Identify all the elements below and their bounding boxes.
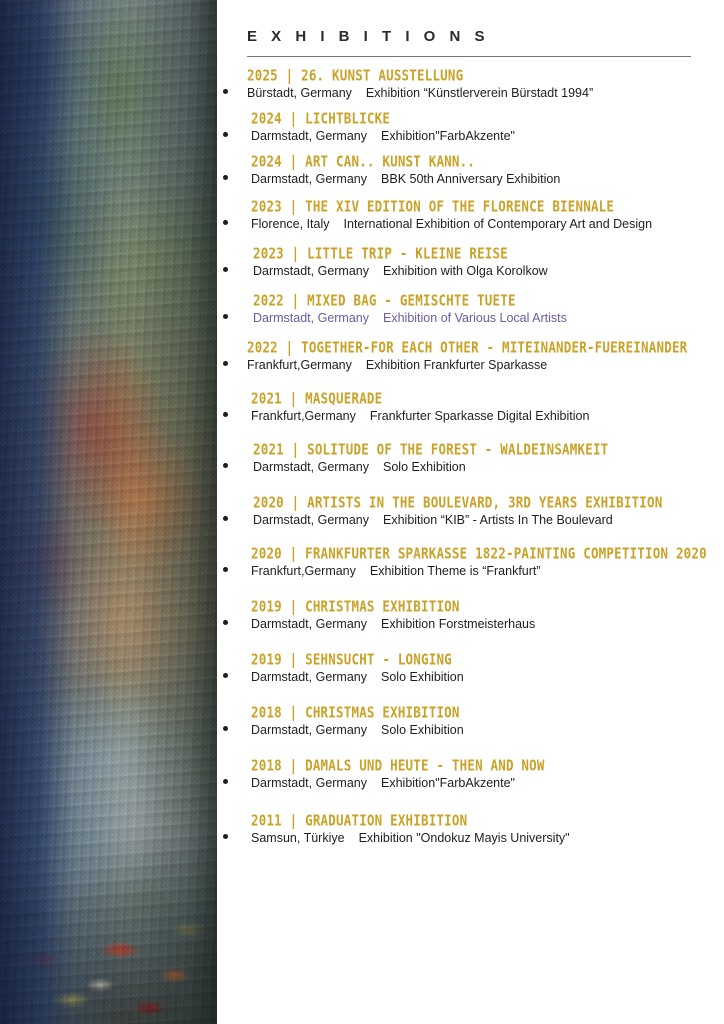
separator-icon: | bbox=[291, 291, 300, 309]
exhibition-title: TOGETHER-FOR EACH OTHER - MITEINANDER-FUEREINANDER bbox=[301, 338, 688, 356]
exhibition-subline bbox=[251, 723, 724, 738]
separator-icon: | bbox=[289, 597, 298, 615]
separator-icon: | bbox=[289, 197, 298, 215]
exhibition-year: 2024 bbox=[251, 109, 282, 127]
exhibition-headline bbox=[251, 197, 614, 215]
list-item bbox=[217, 652, 724, 685]
list-item bbox=[217, 293, 724, 326]
separator-icon: | bbox=[289, 389, 298, 407]
separator-icon: | bbox=[289, 650, 298, 668]
exhibition-location: Samsun, Türkiye bbox=[251, 831, 345, 845]
exhibition-year: 2021 bbox=[253, 440, 284, 458]
bullet-icon bbox=[223, 132, 228, 137]
exhibition-year: 2011 bbox=[251, 811, 282, 829]
separator-icon: | bbox=[289, 703, 298, 721]
exhibition-subline bbox=[251, 172, 724, 187]
exhibition-detail: Exhibition “KIB” - Artists In The Boulevard bbox=[383, 513, 613, 527]
exhibition-location: Darmstadt, Germany bbox=[253, 264, 370, 278]
exhibition-detail: International Exhibition of Contemporary Art and Design bbox=[343, 217, 653, 231]
exhibition-location: Darmstadt, Germany bbox=[251, 129, 368, 143]
exhibition-title: SEHNSUCHT - LONGING bbox=[305, 650, 452, 668]
exhibition-subline bbox=[251, 409, 724, 424]
bullet-icon bbox=[223, 175, 228, 180]
exhibition-detail: Exhibition Forstmeisterhaus bbox=[381, 617, 536, 631]
exhibition-headline bbox=[251, 544, 707, 562]
exhibition-headline bbox=[251, 152, 475, 170]
list-item bbox=[217, 340, 724, 373]
exhibition-location: Frankfurt,Germany bbox=[247, 358, 352, 372]
list-item bbox=[217, 599, 724, 632]
exhibition-title: LICHTBLICKE bbox=[305, 109, 391, 127]
exhibition-detail: Exhibition of Various Local Artists bbox=[383, 311, 567, 325]
exhibition-subline bbox=[251, 670, 724, 685]
bullet-icon bbox=[223, 314, 228, 319]
bullet-icon bbox=[223, 726, 228, 731]
exhibition-headline bbox=[247, 66, 463, 84]
exhibition-title: SOLITUDE OF THE FOREST - WALDEINSAMKEIT bbox=[307, 440, 609, 458]
exhibition-year: 2019 bbox=[251, 650, 282, 668]
exhibition-year: 2020 bbox=[253, 493, 284, 511]
bullet-icon bbox=[223, 620, 228, 625]
exhibition-detail: Exhibition "Ondokuz Mayis University" bbox=[358, 831, 570, 845]
exhibition-location: Darmstadt, Germany bbox=[251, 723, 368, 737]
exhibition-location: Frankfurt,Germany bbox=[251, 564, 356, 578]
exhibition-location: Darmstadt, Germany bbox=[251, 172, 368, 186]
exhibition-year: 2022 bbox=[247, 338, 278, 356]
list-item bbox=[217, 391, 724, 424]
exhibition-year: 2018 bbox=[251, 756, 282, 774]
exhibition-title: ART CAN.. KUNST KANN.. bbox=[305, 152, 476, 170]
exhibition-headline bbox=[247, 338, 687, 356]
exhibition-subline bbox=[253, 460, 724, 475]
bullet-icon bbox=[223, 463, 228, 468]
exhibition-subline bbox=[253, 264, 724, 279]
exhibition-detail: Solo Exhibition bbox=[383, 460, 466, 474]
exhibition-headline bbox=[253, 291, 516, 309]
bullet-icon bbox=[223, 673, 228, 678]
exhibition-detail: Exhibition Frankfurter Sparkasse bbox=[365, 358, 548, 372]
artwork-vignette-layer bbox=[0, 0, 217, 1024]
separator-icon: | bbox=[289, 756, 298, 774]
artwork-image bbox=[0, 0, 217, 1024]
list-item bbox=[217, 199, 724, 232]
exhibition-location: Darmstadt, Germany bbox=[251, 670, 368, 684]
exhibition-subline bbox=[247, 86, 724, 101]
bullet-icon bbox=[223, 834, 228, 839]
exhibition-title: GRADUATION EXHIBITION bbox=[305, 811, 468, 829]
separator-icon: | bbox=[289, 811, 298, 829]
exhibition-detail: Exhibition"FarbAkzente" bbox=[381, 776, 515, 790]
list-item bbox=[217, 111, 724, 144]
exhibition-location: Florence, Italy bbox=[251, 217, 330, 231]
separator-icon: | bbox=[285, 66, 294, 84]
exhibition-title: LITTLE TRIP - KLEINE REISE bbox=[307, 244, 508, 262]
exhibition-year: 2024 bbox=[251, 152, 282, 170]
exhibition-year: 2023 bbox=[253, 244, 284, 262]
separator-icon: | bbox=[291, 244, 300, 262]
exhibition-title: ARTISTS IN THE BOULEVARD, 3RD YEARS EXHIBITION bbox=[307, 493, 663, 511]
exhibition-title: DAMALS UND HEUTE - THEN AND NOW bbox=[305, 756, 545, 774]
exhibition-headline bbox=[253, 493, 663, 511]
exhibition-headline bbox=[251, 703, 460, 721]
exhibition-title: MIXED BAG - GEMISCHTE TUETE bbox=[307, 291, 516, 309]
bullet-icon bbox=[223, 267, 228, 272]
bullet-icon bbox=[223, 412, 228, 417]
exhibition-subline bbox=[251, 776, 724, 791]
bullet-icon bbox=[223, 567, 228, 572]
exhibition-detail: Solo Exhibition bbox=[381, 723, 464, 737]
exhibition-title: CHRISTMAS EXHIBITION bbox=[305, 597, 460, 615]
exhibition-location: Darmstadt, Germany bbox=[253, 513, 370, 527]
title-divider bbox=[247, 56, 691, 57]
exhibition-location: Frankfurt,Germany bbox=[251, 409, 356, 423]
exhibition-title: FRANKFURTER SPARKASSE 1822-PAINTING COMPETITION 2020 bbox=[305, 544, 707, 562]
exhibition-list bbox=[217, 64, 724, 846]
exhibition-subline bbox=[251, 564, 724, 579]
exhibition-subline bbox=[253, 513, 724, 528]
list-item bbox=[217, 705, 724, 738]
exhibition-subline bbox=[251, 617, 724, 632]
bullet-icon bbox=[223, 89, 228, 94]
exhibition-title: CHRISTMAS EXHIBITION bbox=[305, 703, 460, 721]
list-item bbox=[217, 813, 724, 846]
page-title: E X H I B I T I O N S bbox=[247, 28, 490, 45]
exhibition-subline bbox=[247, 358, 724, 373]
bullet-icon bbox=[223, 779, 228, 784]
bullet-icon bbox=[223, 361, 228, 366]
exhibition-year: 2021 bbox=[251, 389, 282, 407]
exhibition-headline bbox=[253, 244, 508, 262]
exhibition-detail: Frankfurter Sparkasse Digital Exhibition bbox=[369, 409, 590, 423]
separator-icon: | bbox=[289, 109, 298, 127]
list-item bbox=[217, 154, 724, 187]
exhibition-location: Darmstadt, Germany bbox=[251, 617, 368, 631]
exhibition-year: 2022 bbox=[253, 291, 284, 309]
list-item bbox=[217, 68, 724, 101]
exhibition-headline bbox=[251, 109, 390, 127]
exhibition-title: 26. KUNST AUSSTELLUNG bbox=[301, 66, 464, 84]
exhibitions-content bbox=[217, 0, 724, 1024]
exhibition-detail: Exhibition with Olga Korolkow bbox=[383, 264, 548, 278]
exhibition-headline bbox=[251, 811, 467, 829]
exhibition-location: Darmstadt, Germany bbox=[253, 311, 370, 325]
exhibition-year: 2023 bbox=[251, 197, 282, 215]
exhibition-subline bbox=[253, 311, 724, 326]
exhibition-year: 2018 bbox=[251, 703, 282, 721]
separator-icon: | bbox=[289, 152, 298, 170]
list-item bbox=[217, 758, 724, 791]
list-item bbox=[217, 495, 724, 528]
exhibition-headline bbox=[253, 440, 608, 458]
exhibition-subline bbox=[251, 129, 724, 144]
separator-icon: | bbox=[291, 440, 300, 458]
exhibition-headline bbox=[251, 756, 545, 774]
exhibition-detail: Exhibition “Künstlerverein Bürstadt 1994” bbox=[365, 86, 594, 100]
exhibition-title: THE XIV EDITION OF THE FLORENCE BIENNALE bbox=[305, 197, 615, 215]
exhibition-headline bbox=[251, 650, 452, 668]
separator-icon: | bbox=[285, 338, 294, 356]
exhibition-headline bbox=[251, 389, 382, 407]
exhibition-headline bbox=[251, 597, 460, 615]
exhibition-year: 2019 bbox=[251, 597, 282, 615]
exhibition-location: Darmstadt, Germany bbox=[253, 460, 370, 474]
exhibition-subline bbox=[251, 831, 724, 846]
exhibition-detail: Exhibition Theme is “Frankfurt” bbox=[369, 564, 541, 578]
exhibition-subline bbox=[251, 217, 724, 232]
exhibition-title: MASQUERADE bbox=[305, 389, 383, 407]
separator-icon: | bbox=[289, 544, 298, 562]
list-item bbox=[217, 546, 724, 579]
exhibition-location: Darmstadt, Germany bbox=[251, 776, 368, 790]
exhibition-detail: BBK 50th Anniversary Exhibition bbox=[381, 172, 561, 186]
exhibition-year: 2025 bbox=[247, 66, 278, 84]
bullet-icon bbox=[223, 516, 228, 521]
list-item bbox=[217, 442, 724, 475]
exhibition-detail: Exhibition"FarbAkzente" bbox=[381, 129, 515, 143]
separator-icon: | bbox=[291, 493, 300, 511]
list-item bbox=[217, 246, 724, 279]
bullet-icon bbox=[223, 220, 228, 225]
exhibition-detail: Solo Exhibition bbox=[381, 670, 464, 684]
exhibition-year: 2020 bbox=[251, 544, 282, 562]
exhibition-location: Bürstadt, Germany bbox=[247, 86, 352, 100]
